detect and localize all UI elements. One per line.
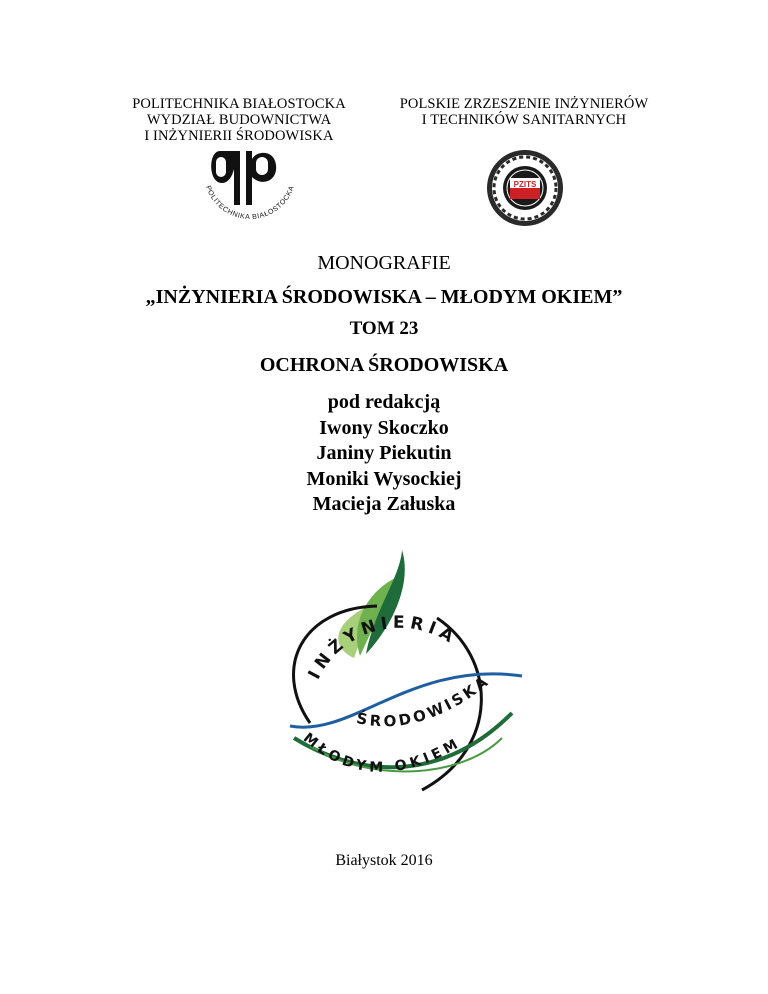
association-name-cont: I TECHNIKÓW SANITARNYCH	[421, 112, 627, 128]
svg-text:ŚRODOWISKA	[355, 671, 493, 730]
series-logo-middle-text: ŚRODOWISKA	[355, 671, 494, 731]
editors-block	[0, 390, 768, 518]
association-header	[390, 96, 658, 128]
faculty-name-cont: I INŻYNIERII ŚRODOWISKA	[144, 128, 334, 144]
pzits-logo	[485, 148, 565, 228]
series-logo-top-text: INŻYNIERIA	[304, 612, 462, 683]
series-logo-bottom-text: MŁODYM OKIEM	[299, 730, 465, 776]
svg-text:INŻYNIERIA	[305, 613, 462, 683]
volume-number: TOM 23	[349, 318, 419, 339]
place-and-year: Białystok 2016	[335, 852, 433, 869]
association-name: POLSKIE ZRZESZENIE INŻYNIERÓW	[399, 96, 649, 112]
editors-heading: pod redakcją	[327, 391, 441, 413]
pzits-text: PZITS	[513, 180, 537, 189]
series-logo	[262, 548, 524, 810]
pb-university-logo	[190, 143, 310, 235]
series-label: MONOGRAFIE	[317, 252, 451, 274]
university-name: POLITECHNIKA BIAŁOSTOCKA	[132, 96, 346, 112]
university-header	[108, 96, 370, 144]
editor-name: Moniki Wysockiej	[306, 467, 462, 490]
page-title: „INŻYNIERIA ŚRODOWISKA – MŁODYM OKIEM”	[145, 286, 623, 308]
pb-ring-text: POLITECHNIKA BIAŁOSTOCKA	[204, 184, 296, 222]
editor-name: Janiny Piekutin	[316, 442, 452, 464]
volume-subject: OCHRONA ŚRODOWISKA	[259, 354, 509, 376]
editor-name: Iwony Skoczko	[319, 416, 449, 439]
editor-name: Macieja Załuska	[312, 493, 456, 515]
faculty-name: WYDZIAŁ BUDOWNICTWA	[146, 112, 332, 128]
